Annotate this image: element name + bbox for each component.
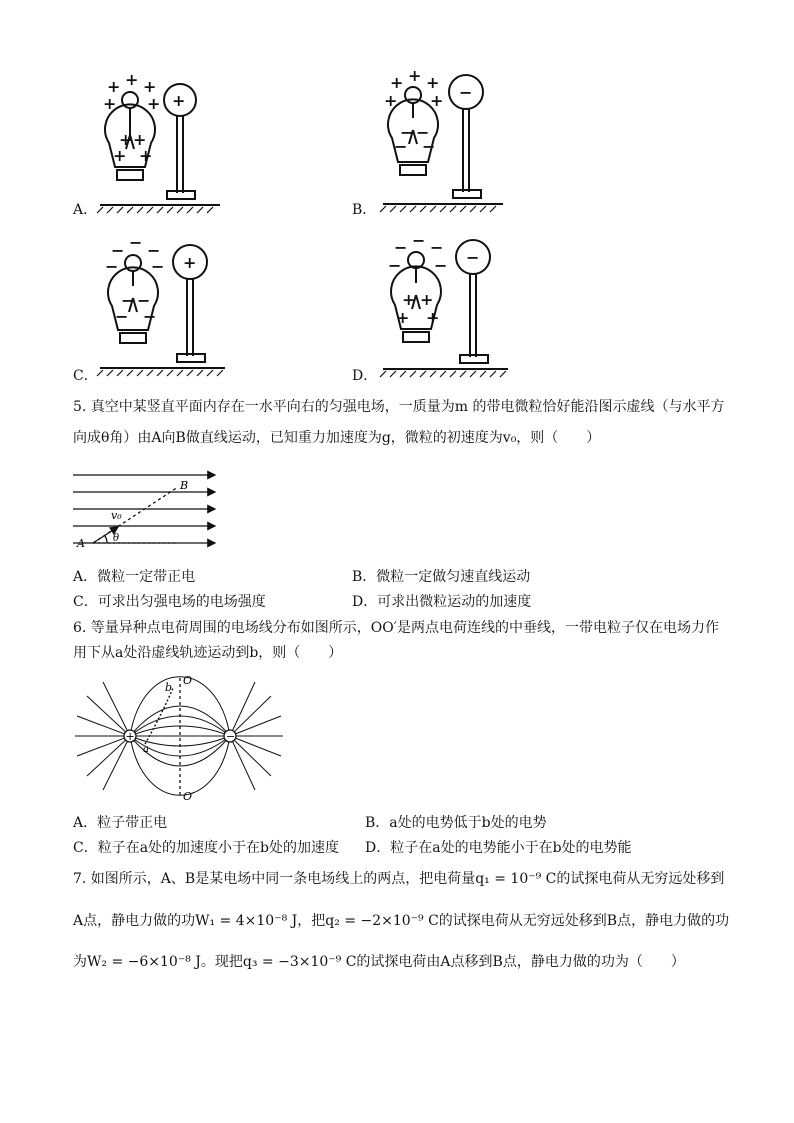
q4-option-d-label[interactable]: D． (352, 368, 378, 384)
svg-text:−: − (394, 137, 408, 156)
q7-stem-line-2: A点，静电力做的功W₁ = 4×10⁻⁸ J，把q₂ = −2×10⁻⁹ C的试探电荷从无穷远处移到B点，静电力做的功 (73, 913, 730, 929)
svg-text:−: − (459, 83, 473, 102)
q6-label-b: b (165, 681, 173, 694)
svg-text:−: − (434, 256, 448, 275)
svg-text:−: − (388, 256, 402, 275)
q4-option-b-label[interactable]: B． (352, 202, 377, 218)
svg-text:−: − (147, 241, 161, 260)
svg-text:+: + (430, 91, 444, 110)
svg-text:−: − (121, 291, 135, 310)
svg-text:+: + (103, 94, 117, 113)
q6-label-a: a (143, 744, 149, 755)
svg-text:−: − (105, 257, 119, 276)
svg-text:+: + (390, 73, 404, 92)
svg-text:+: + (426, 73, 440, 92)
svg-text:+: + (147, 94, 161, 113)
svg-text:−: − (143, 307, 157, 326)
q6-option-a[interactable]: A．粒子带正电 (73, 815, 168, 831)
svg-text:+: + (125, 730, 135, 743)
svg-text:+: + (107, 77, 121, 96)
svg-text:+: + (420, 290, 434, 309)
electroscope-figure-b (378, 70, 508, 215)
svg-text:−: − (226, 730, 236, 743)
q7-stem-line-3: 为W₂ = −6×10⁻⁸ J。现把q₃ = −3×10⁻⁹ C的试探电荷由A点移到B点，静电力做的功为（ ） (73, 954, 685, 970)
svg-text:+: + (183, 253, 197, 272)
electroscope-figure-c (95, 238, 230, 380)
svg-text:−: − (111, 241, 125, 260)
svg-text:+: + (125, 75, 139, 89)
q5-option-d[interactable]: D．可求出微粒运动的加速度 (352, 594, 532, 610)
svg-text:+: + (133, 130, 147, 149)
q5-uniform-field-figure (73, 467, 223, 557)
svg-text:−: − (394, 238, 408, 257)
q5-option-a[interactable]: A．微粒一定带正电 (73, 569, 196, 585)
svg-text:+: + (426, 308, 440, 327)
svg-text:−: − (422, 137, 436, 156)
q6-stem-line-1: 6. 等量异种点电荷周围的电场线分布如图所示，OO′是两点电荷连线的中垂线，一带电粒子仅在电场力作 (73, 620, 719, 636)
q6-option-c[interactable]: C．粒子在a处的加速度小于在b处的加速度 (73, 840, 340, 856)
q5-label-v0: v₀ (111, 509, 122, 522)
electroscope-figure-a (95, 75, 225, 215)
q5-label-a: A (77, 537, 85, 550)
svg-text:+: + (113, 146, 127, 165)
q6-dipole-field-figure (73, 672, 283, 804)
svg-text:+: + (384, 91, 398, 110)
q5-label-b: B (180, 479, 189, 492)
q4-option-c-label[interactable]: C． (73, 368, 98, 384)
q6-label-o-top: O (183, 674, 193, 687)
svg-text:+: + (396, 308, 410, 327)
q6-stem-line-2: 用下从a处沿虚线轨迹运动到b，则（ ） (73, 645, 343, 661)
q6-label-o-bottom: O′ (183, 790, 195, 803)
svg-text:−: − (412, 235, 426, 250)
svg-text:−: − (151, 257, 165, 276)
q7-stem-line-1: 7. 如图所示，A、B是某电场中同一条电场线上的两点，把电荷量q₁ = 10⁻⁹ C的试探电荷从无穷远处移到 (73, 871, 725, 887)
svg-text:+: + (408, 70, 422, 85)
svg-text:+: + (172, 91, 186, 110)
q4-option-a-label[interactable]: A． (73, 202, 98, 218)
svg-text:−: − (129, 238, 143, 252)
svg-text:+: + (119, 130, 133, 149)
q5-option-c[interactable]: C．可求出匀强电场的电场强度 (73, 594, 266, 610)
svg-text:−: − (466, 248, 480, 267)
svg-text:−: − (416, 123, 430, 142)
q6-option-d[interactable]: D．粒子在a处的电势能小于在b处的电势能 (365, 840, 632, 856)
q5-stem-line-1: 5. 真空中某竖直平面内存在一水平向右的匀强电场，一质量为m 的带电微粒恰好能沿图示虚线（与水平方 (73, 399, 725, 415)
svg-text:−: − (115, 307, 129, 326)
electroscope-figure-d (378, 235, 513, 380)
q5-label-theta: θ (113, 533, 120, 544)
svg-text:−: − (137, 291, 151, 310)
svg-text:−: − (430, 238, 444, 257)
q5-stem-line-2: 向成θ角）由A向B做直线运动，已知重力加速度为g，微粒的初速度为v₀，则（ ） (73, 430, 601, 446)
svg-text:−: − (400, 123, 414, 142)
svg-text:+: + (402, 290, 416, 309)
svg-text:+: + (139, 146, 153, 165)
q6-option-b[interactable]: B．a处的电势低于b处的电势 (365, 815, 547, 831)
svg-text:+: + (143, 77, 157, 96)
q5-option-b[interactable]: B．微粒一定做匀速直线运动 (352, 569, 531, 585)
